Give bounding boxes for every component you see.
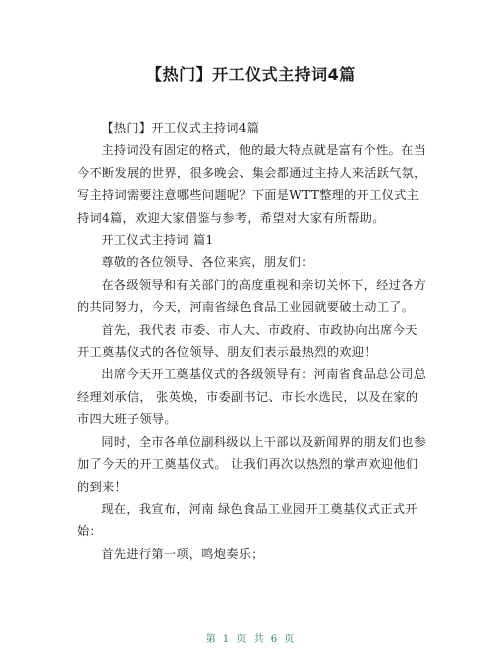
- document-body: [77, 117, 427, 565]
- body-paragraph: 同时，全市各单位副科级以上干部以及新闻界的朋友们也参加了今天的开工奠基仪式。 让我们再次以热烈的掌声欢迎他们的到来！: [77, 434, 427, 494]
- body-paragraph: 首先，我代表 市委、市人大、市政府、市政协向出席今天开工奠基仪式的各位领导、朋友们表示最热烈的欢迎！: [77, 322, 418, 360]
- body-paragraph: 在各级领导和有关部门的高度重视和亲切关怀下，经过各方的共同努力，今天，河南省绿色食品工业园就要破土动工了。: [77, 277, 427, 315]
- body-paragraph-greeting: 尊敬的各位领导、各位来宾，朋友们：: [101, 255, 314, 270]
- body-paragraph-heading: 【热门】开工仪式主持词4篇: [101, 121, 260, 135]
- document-title: 【热门】开工仪式主持词4篇: [146, 65, 356, 84]
- section-heading: 开工仪式主持词 篇1: [101, 233, 214, 248]
- body-paragraph-intro: 主持词没有固定的格式，他的最大特点就是富有个性。在当今不断发展的世界，很多晚会、集会都通过主持人来活跃气氛，写主持词需要注意哪些问题呢？下面是WTT整理的开工仪式主持词4篇，欢迎大家借鉴与参考，希望对大家有所帮助。: [77, 143, 427, 225]
- page-footer: 第 1 页 共 6 页: [205, 634, 297, 645]
- body-paragraph: 出席今天开工奠基仪式的各级领导有：河南省食品总公司总经理刘承信， 张英焕，市委副书记、市长水选民，以及在家的市四大班子领导。: [77, 367, 427, 427]
- body-paragraph: 现在，我宣布，河南 绿色食品工业园开工奠基仪式正式开始：: [77, 501, 418, 539]
- body-paragraph: 首先进行第一项，鸣炮奏乐；: [101, 546, 264, 561]
